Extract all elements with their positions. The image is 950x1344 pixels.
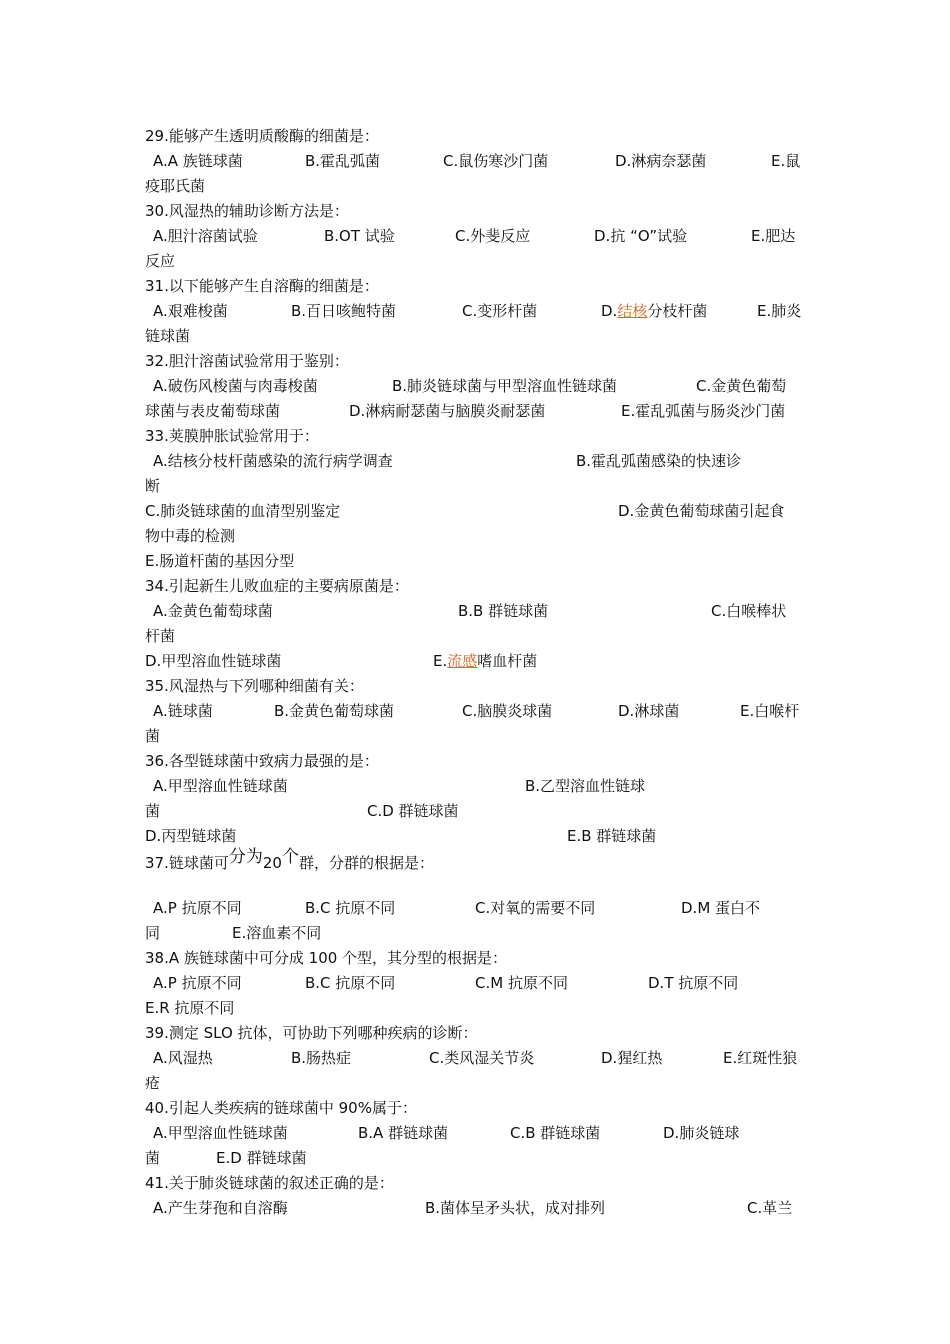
option-e: E.鼠 [771,152,801,170]
question-35-stem [145,674,810,699]
option-e-continued: 疫耶氏菌 [145,177,206,195]
question-33-continuation [145,474,810,499]
question-39-continuation [145,1071,810,1096]
question-32-options-2 [145,399,810,424]
question-40-options-2 [145,1146,810,1171]
option-e-continued: 菌 [145,727,161,745]
option-b: B.肠热症 [291,1049,352,1067]
question-40-stem [145,1096,810,1121]
option-b: B.B 群链球菌 [458,602,549,620]
option-d: D.丙型链球菌 [145,827,237,845]
question-36-options [145,774,810,799]
option-e-continued: 反应 [145,252,176,270]
question-31-continuation [145,324,810,349]
option-c-continued: 球菌与表皮葡萄球菌 [145,402,281,420]
question-36-stem [145,749,810,774]
option-d-continued: 物中毒的检测 [145,527,236,545]
option-c: C.革兰 [747,1199,793,1217]
option-b: B.菌体呈矛头状，成对排列 [425,1199,606,1217]
option-d: D.猩红热 [601,1049,663,1067]
question-text: 29.能够产生透明质酸酶的细菌是： [145,127,379,145]
option-d [601,299,707,324]
question-34-stem [145,574,810,599]
option-c: C.M 抗原不同 [475,974,568,992]
question-text: 41.关于肺炎链球菌的叙述正确的是： [145,1174,394,1192]
option-e-continued: 链球菌 [145,327,191,345]
option-d: D.金黄色葡萄球菌引起食 [618,502,785,520]
question-29-stem [145,124,810,149]
option-c: C.金黄色葡萄 [696,377,787,395]
option-e-continued: 疮 [145,1074,161,1092]
option-b: B.百日咳鲍特菌 [291,302,397,320]
question-36-options-3 [145,824,810,849]
keyword-link-tuberculosis[interactable]: 结核 [617,302,648,320]
option-c: C.B 群链球菌 [510,1124,601,1142]
option-e: E.红斑性狼 [723,1049,798,1067]
option-d: D.抗 “O”试验 [594,227,688,245]
question-32-options [145,374,810,399]
question-33-options-2 [145,499,810,524]
question-39-stem [145,1021,810,1046]
option-e-rest: 嗜血杆菌 [477,652,538,670]
option-c: C.外斐反应 [455,227,531,245]
question-34-options-2 [145,649,810,674]
question-text: 35.风湿热与下列哪种细菌有关： [145,677,364,695]
option-d: D.M 蛋白不 [681,899,761,917]
option-e: E.白喉杆 [740,702,800,720]
option-e: E.溶血素不同 [232,924,322,942]
option-a: A.金黄色葡萄球菌 [153,602,273,620]
question-29-options [145,149,810,174]
question-37-stem [145,847,810,876]
option-e-letter: E. [433,652,448,670]
option-e: E.肠道杆菌的基因分型 [145,552,295,570]
option-a: A.P 抗原不同 [153,899,242,917]
question-text: 32.胆汁溶菌试验常用于鉴别： [145,352,349,370]
option-a: A.结核分枝杆菌感染的流行病学调查 [153,452,393,470]
question-text-part-5: 群，分群的根据是： [298,854,434,872]
option-b: B.乙型溶血性链球 [525,777,646,795]
option-d: D.T 抗原不同 [648,974,739,992]
question-34-continuation [145,624,810,649]
question-33-options [145,449,810,474]
option-c: C.变形杆菌 [462,302,538,320]
option-a: A.破伤风梭菌与肉毒梭菌 [153,377,318,395]
option-c-continued: 杆菌 [145,627,176,645]
option-a: A.产生芽孢和自溶酶 [153,1199,288,1217]
option-e: E.D 群链球菌 [216,1149,307,1167]
option-c: C.类风湿关节炎 [429,1049,535,1067]
question-text: 36.各型链球菌中致病力最强的是： [145,752,379,770]
question-37-options [145,896,810,921]
option-d: D.淋病奈瑟菌 [615,152,707,170]
question-text: 38.A 族链球菌中可分成 100 个型，其分型的根据是： [145,949,508,967]
question-33-stem [145,424,810,449]
question-38-options [145,971,810,996]
question-29-continuation [145,174,810,199]
option-b-continued: 菌 [145,802,161,820]
question-text-part-3: 20 [262,854,282,872]
option-e: E.肥达 [751,227,796,245]
question-text-part-1: 37.链球菌可 [145,854,229,872]
option-a: A.链球菌 [153,702,213,720]
option-d-rest: 分枝杆菌 [647,302,708,320]
option-e: E.肺炎 [757,302,802,320]
option-c: C.脑膜炎球菌 [462,702,553,720]
option-c: C.肺炎链球菌的血清型别鉴定 [145,502,341,520]
question-31-stem [145,274,810,299]
option-e: E.B 群链球菌 [567,827,657,845]
option-b: B.A 群链球菌 [358,1124,449,1142]
question-35-options [145,699,810,724]
option-b: B.霍乱弧菌感染的快速诊 [576,452,742,470]
question-text: 34.引起新生儿败血症的主要病原菌是： [145,577,409,595]
option-e: E.霍乱弧菌与肠炎沙门菌 [621,402,786,420]
option-a: A.甲型溶血性链球菌 [153,1124,288,1142]
option-d: D.甲型溶血性链球菌 [145,652,282,670]
question-30-stem [145,199,810,224]
question-text: 40.引起人类疾病的链球菌中 90%属于： [145,1099,417,1117]
option-c: C.白喉棒状 [711,602,787,620]
option-d: D.淋病耐瑟菌与脑膜炎耐瑟菌 [349,402,546,420]
option-a: A.风湿热 [153,1049,213,1067]
question-32-stem [145,349,810,374]
question-30-continuation [145,249,810,274]
option-b: B.霍乱弧菌 [305,152,381,170]
option-b-continued: 断 [145,477,161,495]
option-c: C.对氧的需要不同 [475,899,596,917]
question-36-options-2 [145,799,810,824]
option-a: A.甲型溶血性链球菌 [153,777,288,795]
question-text: 30.风湿热的辅助诊断方法是： [145,202,349,220]
question-35-continuation [145,724,810,749]
question-text: 39.测定 SLO 抗体，可协助下列哪种疾病的诊断： [145,1024,478,1042]
option-a: A.胆汁溶菌试验 [153,227,258,245]
option-d: D.肺炎链球 [663,1124,740,1142]
option-c: C.D 群链球菌 [367,802,459,820]
keyword-link-influenza[interactable]: 流感 [447,652,478,670]
question-30-options [145,224,810,249]
option-b: B.OT 试验 [324,227,395,245]
option-e [433,649,537,674]
option-b: B.金黄色葡萄球菌 [274,702,395,720]
question-33-options-3 [145,549,810,574]
option-d-continued: 同 [145,924,161,942]
question-34-options [145,599,810,624]
question-text-part-4: 个 [281,847,299,867]
option-e: E.R 抗原不同 [145,999,235,1017]
question-33-continuation-2 [145,524,810,549]
question-37-options-2 [145,921,810,946]
option-d: D.淋球菌 [618,702,680,720]
option-b: B.C 抗原不同 [305,899,396,917]
question-38-stem [145,946,810,971]
question-text: 31.以下能够产生自溶酶的细菌是： [145,277,379,295]
option-a: A.P 抗原不同 [153,974,242,992]
option-c: C.鼠伤寒沙门菌 [443,152,549,170]
question-39-options [145,1046,810,1071]
option-a: A.A 族链球菌 [153,152,243,170]
question-41-options [145,1196,810,1221]
option-b: B.肺炎链球菌与甲型溶血性链球菌 [392,377,618,395]
option-d-letter: D. [601,302,618,320]
option-d-continued: 菌 [145,1149,161,1167]
option-b: B.C 抗原不同 [305,974,396,992]
option-a: A.艰难梭菌 [153,302,228,320]
question-38-options-2 [145,996,810,1021]
question-text [145,847,434,876]
question-text: 33.荚膜肿胀试验常用于： [145,427,319,445]
question-text-part-2: 分为 [228,847,263,867]
question-31-options [145,299,810,324]
question-41-stem [145,1171,810,1196]
question-40-options [145,1121,810,1146]
